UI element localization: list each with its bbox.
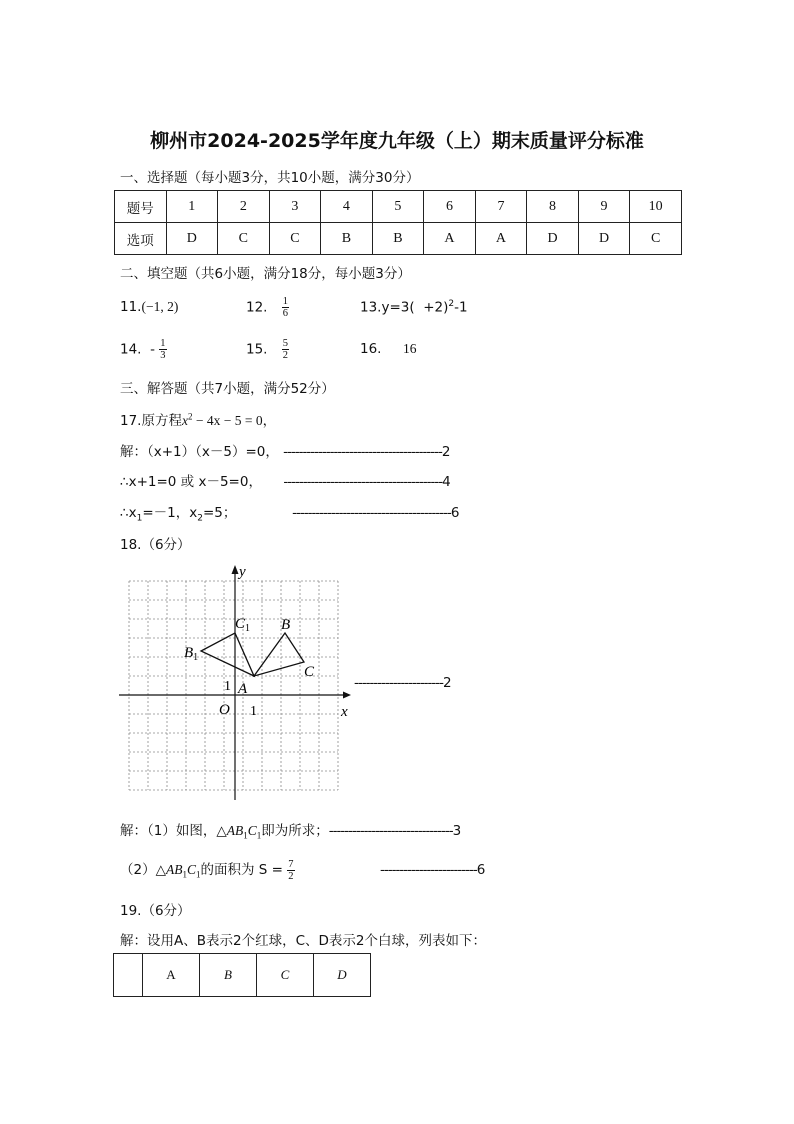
fraction [287, 859, 294, 882]
step-text: =5； [202, 505, 237, 521]
answer-part: y=3( [381, 299, 415, 316]
step-text: =－1，x [142, 505, 198, 521]
table-cell: B [321, 223, 373, 255]
answer-13 [360, 299, 468, 316]
point-label-a: A [238, 681, 248, 697]
table-cell: 5 [372, 191, 424, 223]
tick-label-y: 1 [224, 679, 231, 694]
table-header-cell: D [314, 954, 371, 997]
table-cell: 2 [218, 191, 270, 223]
table-corner-cell [114, 954, 143, 997]
graph-score-marker [354, 675, 451, 691]
axis-label-x: x [341, 704, 348, 720]
triangle-name: △AB [216, 823, 244, 838]
answer-value: 16 [402, 341, 417, 356]
probability-table [113, 953, 371, 997]
score-marker: --------------------------------3 [328, 823, 461, 839]
table-cell: A [475, 223, 527, 255]
subscript: 1 [182, 869, 187, 880]
table-cell: C [269, 223, 321, 255]
axis-label-y: y [239, 564, 246, 580]
fraction [282, 296, 289, 319]
table-header-cell: A [143, 954, 200, 997]
point-subscript: 1 [193, 652, 199, 663]
point-subscript: 1 [245, 623, 251, 634]
answer-12 [246, 296, 289, 319]
denominator: 2 [288, 870, 294, 882]
section1-heading: 一、选择题（每小题3分，共10小题，满分30分） [120, 170, 420, 186]
triangle-ab1c1 [201, 633, 254, 676]
answer-part: +2) [423, 299, 449, 316]
point-label-c: C [304, 664, 315, 680]
q19-header: 19.（6分） [120, 903, 191, 919]
table-cell: D [527, 223, 579, 255]
numerator: 5 [282, 338, 289, 349]
q19-intro: 解：设用A、B表示2个红球，C、D表示2个白球，列表如下： [120, 933, 486, 949]
subscript: 1 [136, 513, 143, 524]
step-text: ∴x [120, 505, 137, 521]
text: 的面积为 S = [200, 862, 283, 878]
table-header-cell: B [200, 954, 257, 997]
q17-step3 [120, 501, 458, 524]
tick-label-x: 1 [250, 704, 257, 719]
q18-part1 [120, 819, 460, 841]
subscript: 1 [243, 830, 248, 841]
table-cell: 6 [424, 191, 476, 223]
equation: x [181, 413, 188, 428]
table-cell: 1 [166, 191, 218, 223]
section2-heading: 二、填空题（共6小题，满分18分，每小题3分） [120, 266, 411, 282]
exponent: 2 [448, 299, 455, 309]
score-marker: -----------------------------------------4 [283, 474, 450, 490]
text: （2） [120, 862, 156, 878]
answer-label: 15. [246, 341, 268, 358]
row-header-question: 题号 [115, 191, 167, 223]
q18-part2 [120, 858, 295, 882]
text: ， [262, 413, 277, 429]
table-cell: 9 [578, 191, 630, 223]
answer-table [114, 190, 682, 255]
table-row [114, 954, 371, 997]
answer-label: 13. [360, 299, 382, 316]
step-text: 解：（x+1）（x－5）=0， [120, 444, 279, 460]
fraction [282, 338, 289, 361]
subscript: 2 [197, 513, 203, 524]
table-cell: C [218, 223, 270, 255]
section3-heading: 三、解答题（共7小题，满分52分） [120, 381, 335, 397]
point-label-c1 [235, 616, 250, 634]
answer-label: 11. [120, 299, 142, 315]
triangle-name: C [247, 823, 257, 838]
answer-label: 14. [120, 341, 142, 358]
numerator: 1 [282, 296, 289, 307]
table-cell: 10 [630, 191, 682, 223]
q17-step1 [120, 440, 450, 460]
subscript: 1 [256, 830, 262, 841]
text: 即为所求； [261, 823, 329, 839]
table-cell: D [166, 223, 218, 255]
answer-16 [360, 341, 416, 357]
triangle-abc [254, 633, 304, 676]
q17-step2 [120, 470, 450, 490]
answer-15 [246, 338, 289, 361]
table-cell: 4 [321, 191, 373, 223]
fraction [159, 338, 166, 361]
equation: − 4x − 5 = 0 [192, 413, 263, 428]
answer-value: (−1, 2) [141, 299, 179, 314]
denominator: 3 [160, 350, 166, 361]
answer-14 [120, 338, 167, 361]
point-label-b1 [184, 645, 198, 663]
point-letter: C [235, 616, 246, 632]
q18-part2-score [380, 862, 484, 878]
table-cell: 7 [475, 191, 527, 223]
answer-part: -1 [454, 299, 468, 316]
q17-intro [120, 409, 276, 429]
text: 17.原方程 [120, 413, 182, 429]
answer-11 [120, 299, 178, 315]
triangles [201, 633, 304, 676]
page-title: 柳州市2024-2025学年度九年级（上）期末质量评分标准 [150, 130, 644, 152]
step-text: ∴x+1=0 或 x－5=0， [120, 474, 262, 490]
table-cell: A [424, 223, 476, 255]
q18-header: 18.（6分） [120, 537, 191, 553]
answer-label: 16. [360, 341, 382, 357]
answer-label: 12. [246, 299, 268, 316]
table-cell: D [578, 223, 630, 255]
minus-sign: - [150, 341, 155, 358]
score-marker: -----------------------------------------2 [283, 444, 450, 460]
triangle-name: C [186, 862, 196, 877]
denominator: 2 [282, 350, 289, 361]
point-letter: B [184, 645, 194, 661]
table-cell: C [630, 223, 682, 255]
table-cell: 8 [527, 191, 579, 223]
numerator: 1 [160, 338, 166, 349]
table-header-cell: C [257, 954, 314, 997]
subscript: 1 [195, 869, 201, 880]
score-marker: -----------------------2 [354, 675, 451, 691]
coordinate-graph [115, 560, 365, 806]
row-header-answer: 选项 [115, 223, 167, 255]
table-cell: 3 [269, 191, 321, 223]
score-marker: -------------------------6 [380, 862, 485, 878]
score-marker: -----------------------------------------6 [292, 505, 459, 521]
origin-label: O [219, 702, 230, 718]
numerator: 7 [288, 858, 294, 870]
table-cell: B [372, 223, 424, 255]
grid [129, 581, 338, 790]
text: 解：（1）如图， [120, 823, 217, 839]
point-label-b: B [281, 617, 291, 633]
table-row [115, 223, 682, 255]
triangle-name: △AB [155, 862, 183, 877]
denominator: 6 [282, 308, 289, 319]
exponent: 2 [187, 411, 193, 422]
table-row [115, 191, 682, 223]
